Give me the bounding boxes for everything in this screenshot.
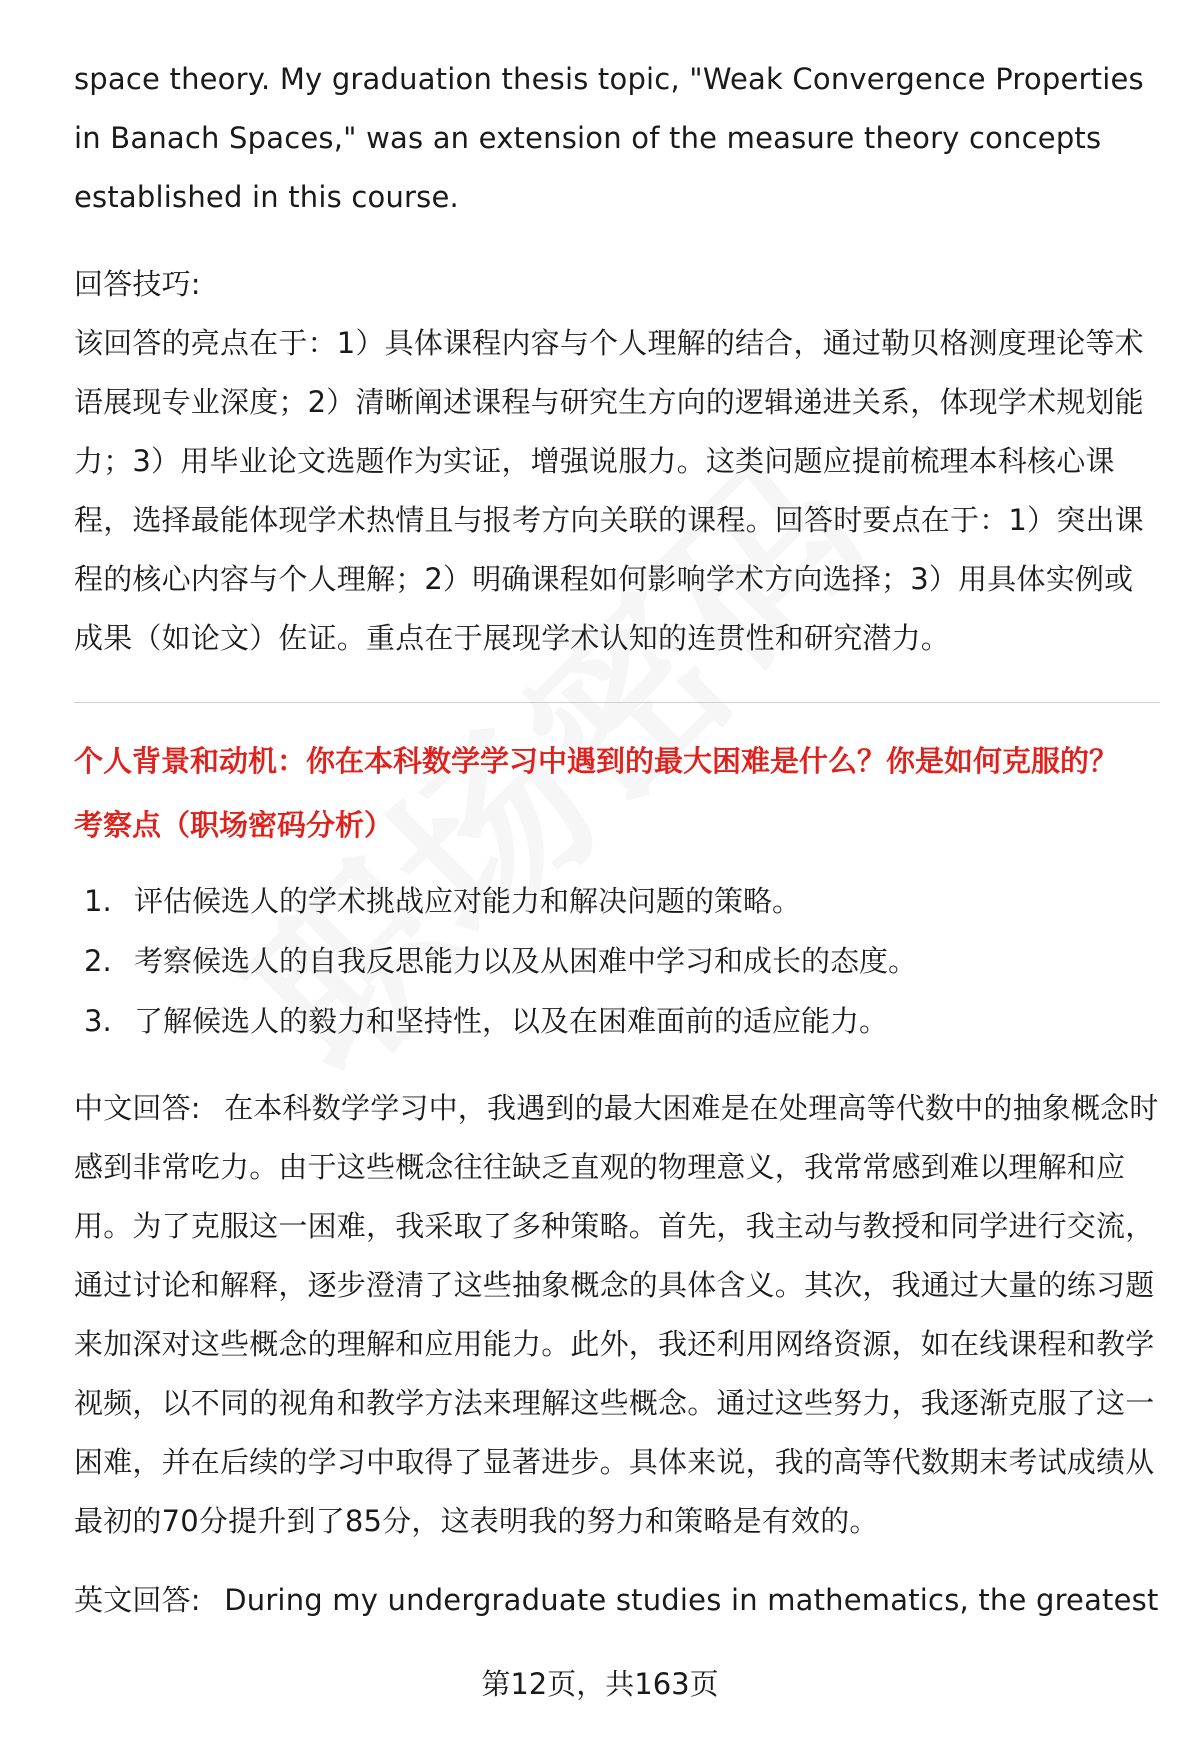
- english-answer-label: 英文回答:: [74, 1583, 201, 1617]
- assessment-points-list: [74, 871, 1160, 1051]
- list-item-number: 3.: [84, 1004, 112, 1038]
- page-number-footer: 第12页，共163页: [481, 1667, 719, 1701]
- list-item: [74, 931, 1160, 991]
- intro-paragraph: space theory. My graduation thesis topic, "Weak Convergence Properties in Banach Spaces," was an extension of the measure theory concepts established in this course.: [74, 62, 1144, 214]
- list-item-text: 评估候选人的学术挑战应对能力和解决问题的策略。: [134, 884, 802, 918]
- english-answer-paragraph: [74, 1571, 1160, 1630]
- list-item: [74, 991, 1160, 1051]
- section-divider: [74, 702, 1160, 703]
- list-item-number: 1.: [84, 884, 112, 918]
- chinese-answer-label: 中文回答:: [74, 1091, 201, 1125]
- chinese-answer-text: 在本科数学学习中，我遇到的最大困难是在处理高等代数中的抽象概念时感到非常吃力。由于这些概念往往缺乏直观的物理意义，我常常感到难以理解和应用。为了克服这一困难，我采取了多种策略。首先，我主动与教授和同学进行交流，通过讨论和解释，逐步澄清了这些抽象概念的具体含义。其次，我通过大量的练习题来加深对这些概念的理解和应用能力。此外，我还利用网络资源，如在线课程和教学视频，以不同的视角和教学方法来理解这些概念。通过这些努力，我逐渐克服了这一困难，并在后续的学习中取得了显著进步。具体来说，我的高等代数期末考试成绩从最初的70分提升到了85分，这表明我的努力和策略是有效的。: [74, 1091, 1159, 1538]
- list-item-text: 了解候选人的毅力和坚持性，以及在困难面前的适应能力。: [134, 1004, 889, 1038]
- list-item-number: 2.: [84, 944, 112, 978]
- list-item: [74, 871, 1160, 931]
- chinese-answer-paragraph: [74, 1079, 1160, 1551]
- tips-heading: 回答技巧:: [74, 267, 201, 301]
- document-page: [74, 50, 1160, 1630]
- question-heading: 个人背景和动机：你在本科数学学习中遇到的最大困难是什么？你是如何克服的？: [74, 744, 1119, 778]
- tips-paragraph: 该回答的亮点在于：1）具体课程内容与个人理解的结合，通过勒贝格测度理论等术语展现专业深度；2）清晰阐述课程与研究生方向的逻辑递进关系，体现学术规划能力；3）用毕业论文选题作为实证，增强说服力。这类问题应提前梳理本科核心课程，选择最能体现学术热情且与报考方向关联的课程。回答时要点在于：1）突出课程的核心内容与个人理解；2）明确课程如何影响学术方向选择；3）用具体实例或成果（如论文）佐证。重点在于展现学术认知的连贯性和研究潜力。: [74, 326, 1144, 655]
- english-answer-text: During my undergraduate studies in mathematics, the greatest: [224, 1583, 1159, 1617]
- assessment-heading: 考察点（职场密码分析）: [74, 808, 394, 842]
- list-item-text: 考察候选人的自我反思能力以及从困难中学习和成长的态度。: [134, 944, 918, 978]
